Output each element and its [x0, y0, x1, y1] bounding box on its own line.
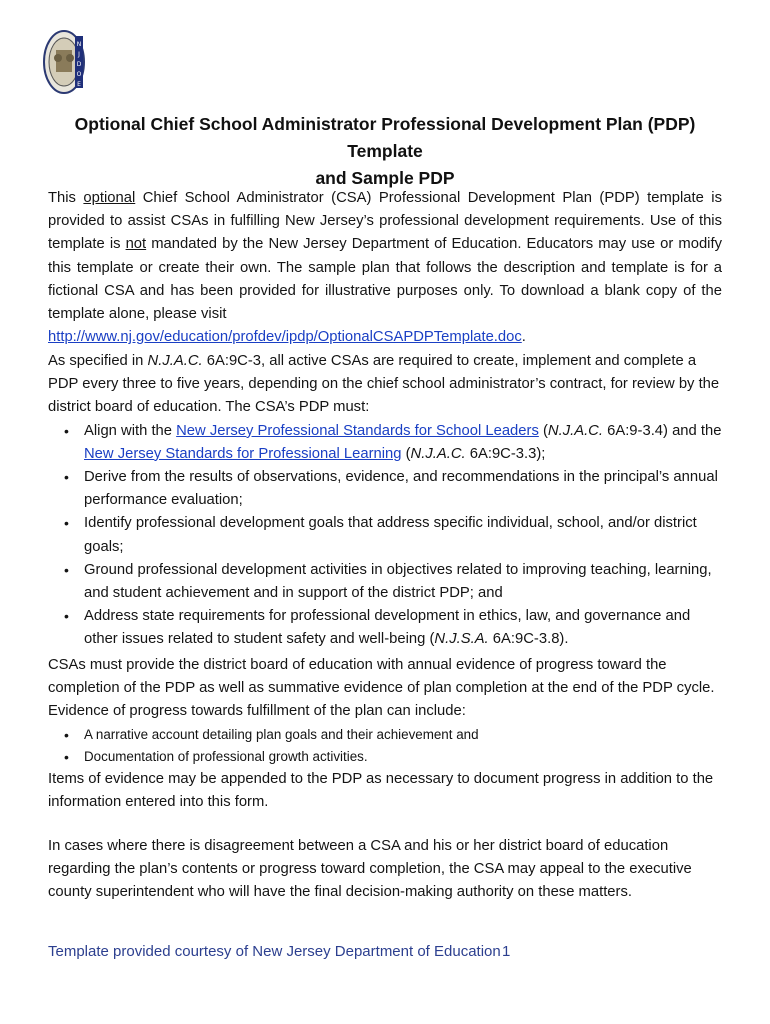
evidence-section — [48, 654, 722, 814]
list-item: • Derive from the results of observations, evidence, and recommendations in the principal’s annual performance evaluation; — [48, 466, 722, 512]
page-footer — [48, 940, 528, 964]
bullet-icon: • — [64, 515, 69, 532]
requirements-list — [48, 420, 722, 652]
list-item: • Align with the New Jersey Professional Standards for School Leaders (N.J.A.C. 6A:9-3.4) and the New Jersey Standards for Professional Learning (N.J.A.C. 6A:9C-3.3); — [48, 420, 722, 466]
logo-letter-n: N — [76, 41, 82, 48]
school-leaders-standards-link[interactable]: New Jersey Professional Standards for School Leaders — [176, 422, 539, 439]
bullet-icon: • — [64, 748, 69, 765]
list-item: • Address state requirements for professional development in ethics, law, and governance and other issues related to student safety and well-being (N.J.S.A. 6A:9C-3.8). — [48, 605, 722, 651]
intro-period: . — [521, 329, 526, 346]
list-item: • Identify professional development goals that address specific individual, school, and/or district goals; — [48, 512, 722, 558]
footer-text: Template provided courtesy of New Jersey Department of Education — [48, 943, 501, 960]
bullet-icon: • — [64, 469, 69, 486]
list-item: • Ground professional development activities in objectives related to improving teaching, learning, and student achievement and in support of the district PDP; and — [48, 559, 722, 605]
njac-citation: N.J.A.C. — [147, 353, 203, 369]
title-line-2: and Sample PDP — [315, 168, 455, 188]
intro-text-end: mandated by the New Jersey Department of Education. Educators may use or modify this template or create their own. The sample plan that follows the description and template is for a fictional CSA and has been provided for illustrative purposes only. To download a blank copy of the template alone, please visit — [48, 236, 722, 323]
title-line-1: Optional Chief School Administrator Professional Development Plan (PDP) Template — [74, 114, 696, 161]
disagreement-paragraph: In cases where there is disagreement between a CSA and his or her district board of education regarding the plan’s contents or progress toward completion, the CSA may appeal to the executive county superintendent who will have the final decision-making authority on these matters. — [48, 838, 692, 901]
template-download-link[interactable]: http://www.nj.gov/education/profdev/ipdp/OptionalCSAPDPTemplate.doc — [48, 329, 522, 346]
evidence-list — [48, 724, 722, 768]
list-item: • A narrative account detailing plan goals and their achievement and — [48, 724, 722, 746]
bullet-icon: • — [64, 608, 69, 625]
evidence-lead: CSAs must provide the district board of education with annual evidence of progress toward the completion of the PDP as well as summative evidence of plan completion at the end of the PDP cycle. Evidence of progress towards fulfillment of the plan can include: — [48, 657, 715, 720]
logo-letter-o: O — [76, 71, 82, 78]
intro-paragraph — [48, 187, 722, 349]
document-title — [48, 111, 722, 192]
requirements-lead: As specified in N.J.A.C. 6A:9C-3, all active CSAs are required to create, implement and complete a PDP every three to five years, depending on the chief school administrator’s contract, for review by the district board of education. The CSA’s PDP must: — [48, 353, 720, 416]
evidence-after: Items of evidence may be appended to the PDP as necessary to document progress in addition to the information entered into this form. — [48, 770, 714, 810]
professional-learning-standards-link[interactable]: New Jersey Standards for Professional Learning — [84, 445, 402, 462]
logo-letter-j: J — [78, 51, 80, 58]
nj-state-seal-icon — [42, 28, 86, 96]
intro-text-start: This — [48, 190, 84, 206]
bullet-icon: • — [64, 422, 69, 439]
page-number: 1 — [502, 943, 511, 960]
requirements-section — [48, 350, 722, 652]
bullet-icon: • — [64, 561, 69, 578]
bullet-icon: • — [64, 726, 69, 743]
intro-text-middle: Chief School Administrator (CSA) Professional Development Plan (PDP) template is provided to assist CSAs in fulfilling New Jersey’s professional development requirements. Use of this template is — [48, 190, 722, 253]
logo-letter-e: E — [77, 81, 81, 88]
logo-letter-d: D — [76, 61, 82, 68]
intro-not-word: not — [125, 236, 147, 253]
intro-optional-word: optional — [83, 190, 136, 206]
list-item: • Documentation of professional growth activities. — [48, 746, 722, 768]
